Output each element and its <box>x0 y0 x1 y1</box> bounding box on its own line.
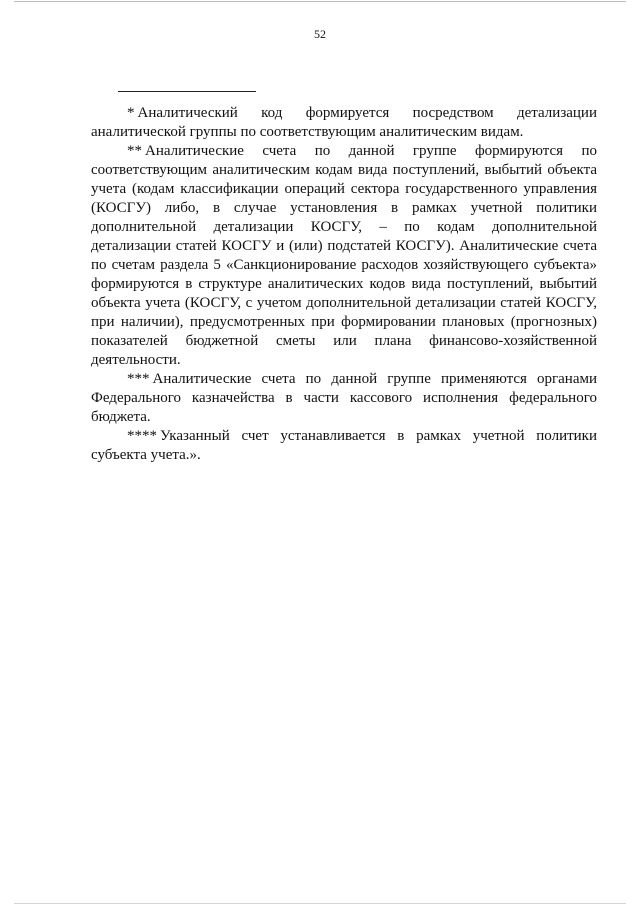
footnote-1-text: Аналитический код формируется посредством детализации аналитической группы по соответствующим аналитическим видам. <box>91 105 597 140</box>
footnote-4 <box>91 427 597 465</box>
footnote-1-marker: * <box>127 105 135 121</box>
page-number: 52 <box>314 27 326 41</box>
footnotes-block <box>91 104 597 465</box>
footnote-4-text: Указанный счет устанавливается в рамках учетной политики субъекта учета.». <box>91 428 597 463</box>
footnote-3-text: Аналитические счета по данной группе применяются органами Федерального казначейства в части кассового исполнения федерального бюджета. <box>91 371 597 425</box>
footnote-4-marker: **** <box>127 428 157 444</box>
footnote-3 <box>91 370 597 427</box>
page-bottom-edge <box>14 903 626 904</box>
page-top-edge <box>14 1 626 2</box>
footnote-2-marker: ** <box>127 143 142 159</box>
footnote-2 <box>91 142 597 370</box>
footnote-1 <box>91 104 597 142</box>
footnote-2-text: Аналитические счета по данной группе формируются по соответствующим аналитическим кодам вида поступлений, выбытий объекта учета (кодам классификации операций сектора государственного управления (КОСГУ) либо, в случае установления в рамках учетной политики дополнительной детализации КОСГУ, – по кодам дополнительной детализации статей КОСГУ и (или) подстатей КОСГУ). Аналитические счета по счетам раздела 5 «Санкционирование расходов хозяйствующего субъекта» формируются в структуре аналитических кодов вида поступлений, выбытий объекта учета (КОСГУ, с учетом дополнительной детализации статей КОСГУ, при наличии), предусмотренных при формировании плановых (прогнозных) показателей бюджетной сметы или плана финансово-хозяйственной деятельности. <box>91 143 597 368</box>
footnote-3-marker: *** <box>127 371 150 387</box>
footnote-separator <box>118 91 256 92</box>
